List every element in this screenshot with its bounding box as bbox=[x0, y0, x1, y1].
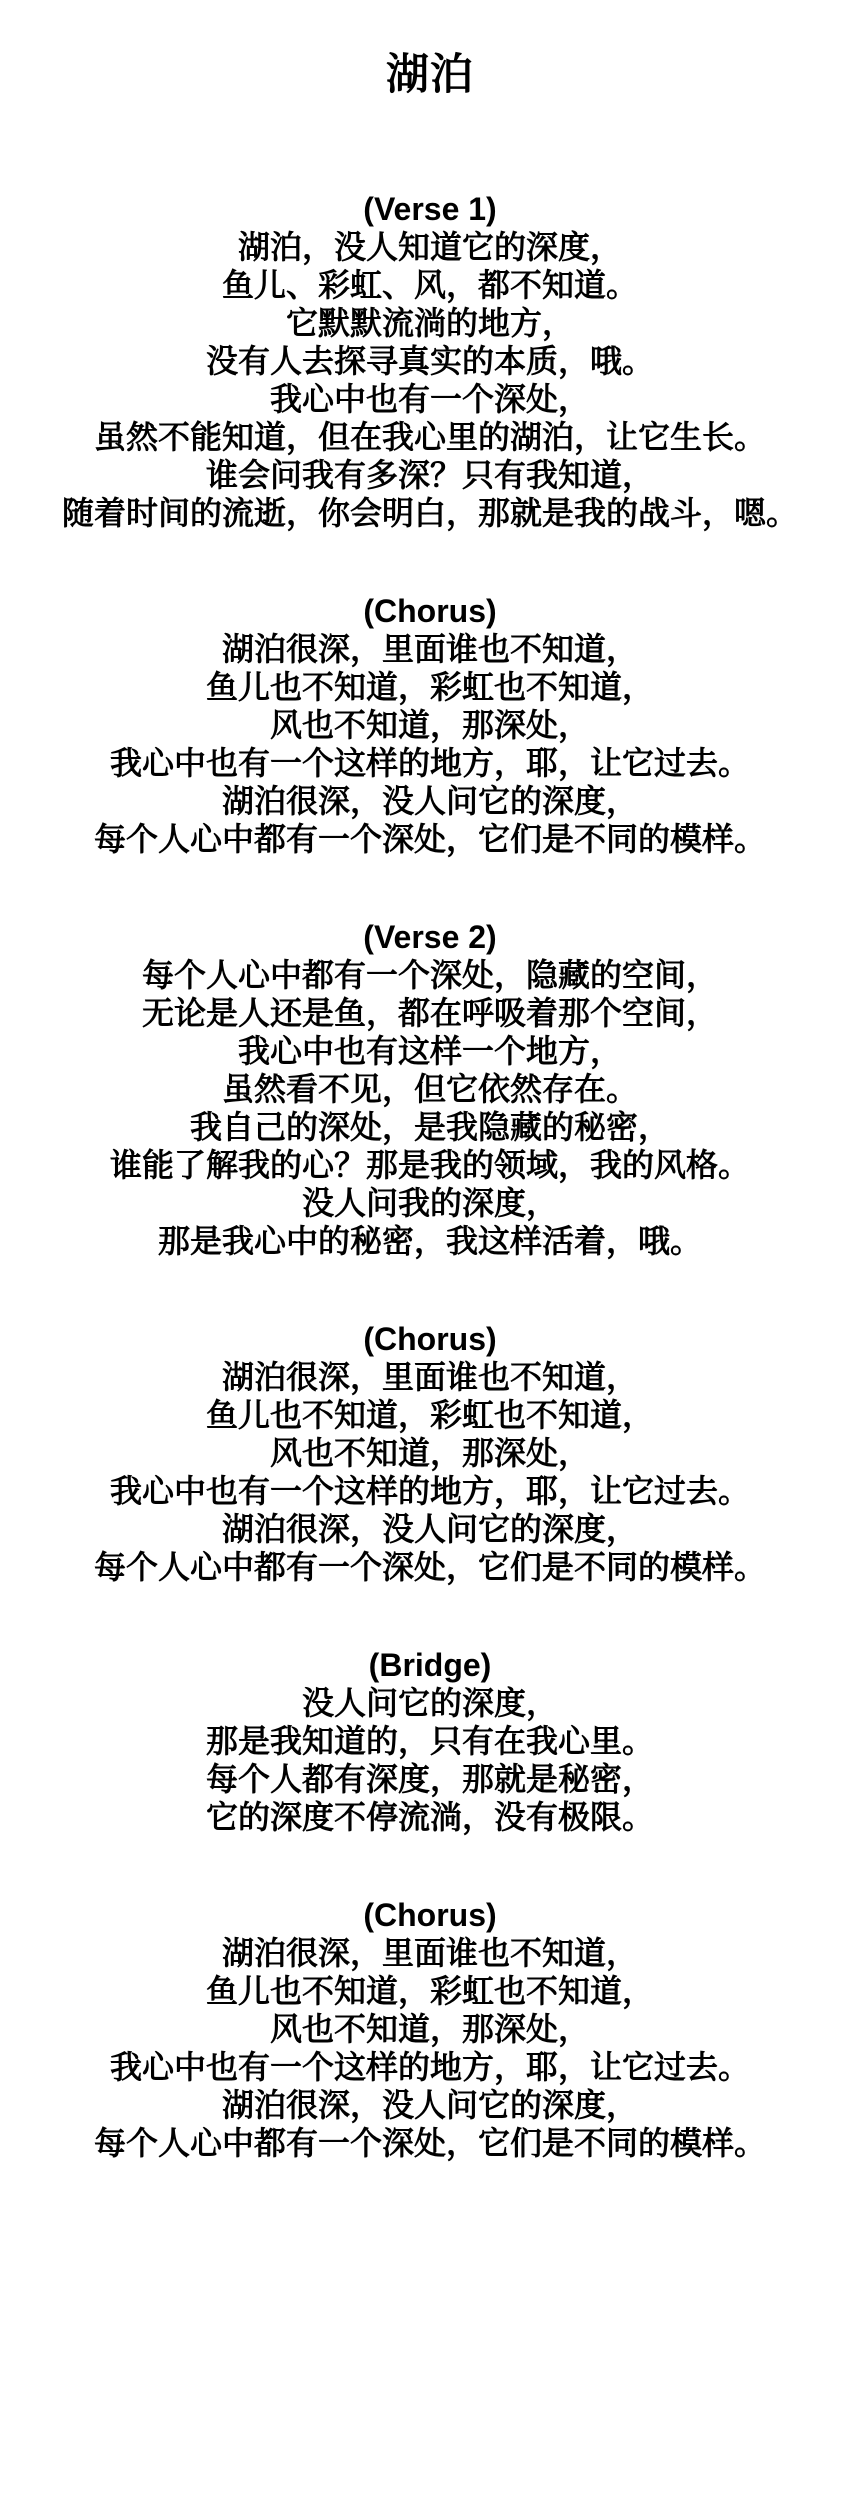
lyric-line: 随着时间的流逝，你会明白，那就是我的战斗，嗯。 bbox=[61, 494, 798, 531]
lyric-line: 我心中也有一个这样的地方，耶，让它过去。 bbox=[109, 1472, 750, 1509]
lyric-line: 没人问我的深度， bbox=[301, 1184, 558, 1221]
lyrics-section bbox=[20, 1896, 840, 2162]
lyric-line: 我心中也有一个这样的地方，耶，让它过去。 bbox=[109, 744, 750, 781]
lyric-line: 风也不知道，那深处， bbox=[269, 1434, 590, 1471]
section-label: (Chorus) bbox=[363, 1320, 497, 1357]
section-label: (Verse 1) bbox=[363, 190, 497, 227]
lyrics-body bbox=[0, 190, 860, 2162]
lyric-line: 每个人心中都有一个深处，它们是不同的模样。 bbox=[93, 820, 766, 857]
lyrics-section bbox=[20, 1646, 840, 1836]
lyric-line: 谁能了解我的心？那是我的领域，我的风格。 bbox=[109, 1146, 750, 1183]
lyric-line: 没有人去探寻真实的本质，哦。 bbox=[205, 342, 654, 379]
lyric-line: 我心中也有这样一个地方， bbox=[237, 1032, 622, 1069]
lyric-line: 湖泊很深，没人问它的深度， bbox=[221, 2086, 638, 2123]
lyric-line: 湖泊，没人知道它的深度， bbox=[237, 228, 622, 265]
lyric-line: 鱼儿也不知道，彩虹也不知道， bbox=[205, 668, 654, 705]
lyric-line: 我心中也有一个这样的地方，耶，让它过去。 bbox=[109, 2048, 750, 2085]
lyric-line: 鱼儿也不知道，彩虹也不知道， bbox=[205, 1972, 654, 2009]
lyric-line: 那是我知道的，只有在我心里。 bbox=[205, 1722, 654, 1759]
lyric-line: 谁会问我有多深？只有我知道， bbox=[205, 456, 654, 493]
lyric-line: 它的深度不停流淌，没有极限。 bbox=[205, 1798, 654, 1835]
lyric-line: 虽然不能知道，但在我心里的湖泊，让它生长。 bbox=[93, 418, 766, 455]
lyrics-section bbox=[20, 1320, 840, 1586]
lyric-line: 它默默流淌的地方， bbox=[285, 304, 574, 341]
lyrics-section bbox=[20, 592, 840, 858]
lyric-line: 那是我心中的秘密，我这样活着，哦。 bbox=[157, 1222, 702, 1259]
lyric-line: 虽然看不见，但它依然存在。 bbox=[221, 1070, 638, 1107]
lyrics-section bbox=[20, 918, 840, 1260]
lyric-line: 湖泊很深，没人问它的深度， bbox=[221, 782, 638, 819]
lyric-line: 没人问它的深度， bbox=[301, 1684, 558, 1721]
section-label: (Chorus) bbox=[363, 592, 497, 629]
section-label: (Verse 2) bbox=[363, 918, 497, 955]
section-label: (Bridge) bbox=[368, 1646, 492, 1683]
page-title: 湖泊 bbox=[386, 51, 474, 99]
lyric-line: 每个人心中都有一个深处，它们是不同的模样。 bbox=[93, 2124, 766, 2161]
lyric-line: 风也不知道，那深处， bbox=[269, 2010, 590, 2047]
lyric-line: 湖泊很深，里面谁也不知道， bbox=[221, 1358, 638, 1395]
lyric-line: 我自己的深处，是我隐藏的秘密， bbox=[189, 1108, 670, 1145]
lyric-line: 鱼儿也不知道，彩虹也不知道， bbox=[205, 1396, 654, 1433]
lyric-line: 无论是人还是鱼，都在呼吸着那个空间， bbox=[141, 994, 718, 1031]
lyric-line: 湖泊很深，里面谁也不知道， bbox=[221, 1934, 638, 1971]
lyric-line: 每个人心中都有一个深处，隐藏的空间， bbox=[141, 956, 718, 993]
lyric-line: 每个人心中都有一个深处，它们是不同的模样。 bbox=[93, 1548, 766, 1585]
section-label: (Chorus) bbox=[363, 1896, 497, 1933]
lyric-line: 我心中也有一个深处， bbox=[269, 380, 590, 417]
lyric-line: 风也不知道，那深处， bbox=[269, 706, 590, 743]
lyrics-section bbox=[20, 190, 840, 532]
lyric-line: 湖泊很深，里面谁也不知道， bbox=[221, 630, 638, 667]
lyric-line: 每个人都有深度，那就是秘密， bbox=[205, 1760, 654, 1797]
lyric-line: 鱼儿、彩虹、风，都不知道。 bbox=[221, 266, 638, 303]
lyric-line: 湖泊很深，没人问它的深度， bbox=[221, 1510, 638, 1547]
